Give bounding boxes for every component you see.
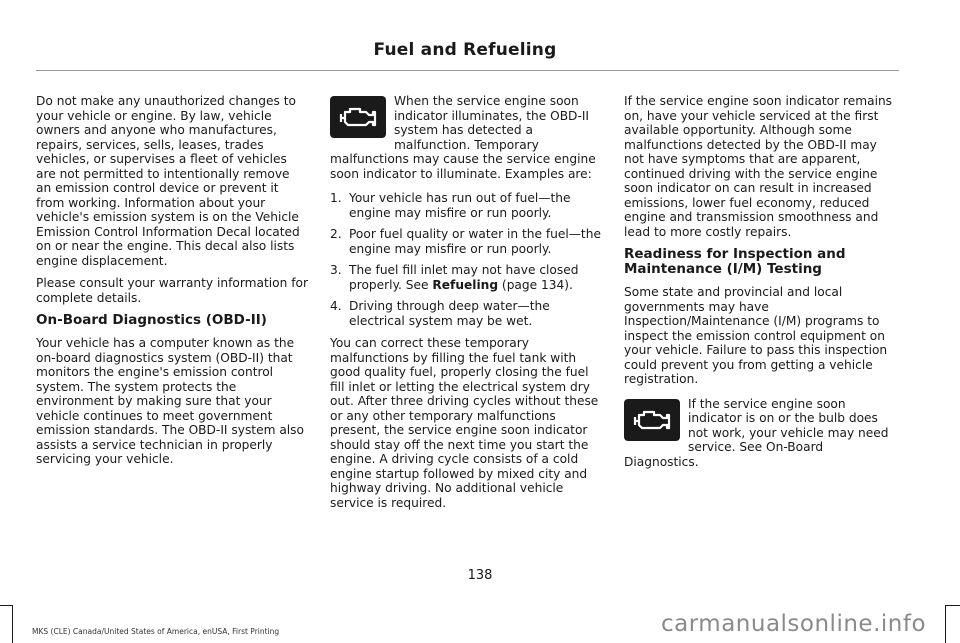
indicator-text: When the service engine soon indicator illuminates, the OBD-II system has detected a malfunction. Temporary malfunctions may cause the service engine soon indicator to illuminate. Examples are: bbox=[330, 94, 596, 181]
heading-obd: On-Board Diagnostics (OBD-II) bbox=[36, 312, 267, 328]
column-1 bbox=[36, 94, 308, 475]
crop-mark bbox=[945, 605, 960, 606]
crop-mark bbox=[12, 605, 13, 643]
engine-icon bbox=[624, 399, 680, 441]
page-title: Fuel and Refueling bbox=[373, 40, 557, 60]
list-item: 3. The fuel fill inlet may not have closed properly. See Refueling (page 134). bbox=[330, 263, 579, 292]
examples-list bbox=[330, 191, 602, 328]
refueling-link[interactable]: Refueling bbox=[432, 277, 499, 292]
engine-icon bbox=[330, 96, 386, 138]
list-item: 4. Driving through deep water—the electrical system may be wet. bbox=[330, 299, 550, 328]
paragraph-im-programs: Some state and provincial and local governments may have Inspection/Maintenance (I/M) programs to inspect the emission control equipment on your vehicle. Failure to pass this inspection could prevent you from getting a vehicle registration. bbox=[624, 285, 888, 386]
heading-readiness: Readiness for Inspection and Maintenance (I/M) Testing bbox=[624, 246, 846, 277]
indicator-text: If the service engine soon indicator is on or the bulb does not work, your vehicle may need service. See On-Board Diagnostics. bbox=[624, 396, 889, 469]
paragraph-temporary-malfunctions: You can correct these temporary malfunctions by filling the fuel tank with good quality fuel, properly closing the fuel fill inlet or letting the electrical system dry out. After three driving cycles without these or any other temporary malfunctions present, the service engine soon indicator should stay off the next time you start the engine. A driving cycle consists of a cold engine startup followed by mixed city and highway driving. No additional vehicle service is required. bbox=[330, 336, 599, 510]
list-item: 1. Your vehicle has run out of fuel—the engine may misfire or run poorly. bbox=[330, 191, 571, 220]
page-number: 138 bbox=[467, 568, 493, 583]
crop-mark bbox=[945, 605, 946, 643]
header-rule bbox=[36, 70, 899, 71]
print-info: MKS (CLE) Canada/United States of America, enUSA, First Printing bbox=[32, 627, 280, 636]
watermark: carmanualsonline.info bbox=[661, 611, 927, 637]
list-item: 2. Poor fuel quality or water in the fuel—the engine may misfire or run poorly. bbox=[330, 227, 601, 256]
paragraph-indicator-remains-on: If the service engine soon indicator remains on, have your vehicle serviced at the first available opportunity. Although some malfunctions detected by the OBD-II may not have symptoms that are apparent, continued driving with the service engine soon indicator on can result in increased emissions, lower fuel economy, reduced engine and transmission smoothness and lead to more costly repairs. bbox=[624, 94, 893, 239]
crop-mark bbox=[0, 605, 12, 606]
column-2 bbox=[330, 94, 602, 518]
paragraph-warranty: Please consult your warranty information for complete details. bbox=[36, 276, 308, 305]
paragraph-obd: Your vehicle has a computer known as the on-board diagnostics system (OBD-II) that monitors the engine's emission control system. The system protects the environment by making sure that your vehicle continues to meet government emission standards. The OBD-II system also assists a service technician in properly servicing your vehicle. bbox=[36, 336, 304, 466]
column-3 bbox=[624, 94, 896, 469]
indicator-block bbox=[624, 397, 896, 470]
paragraph-unauthorized-changes: Do not make any unauthorized changes to your vehicle or engine. By law, vehicle owners and anyone who manufactures, repairs, services, sells, leases, trades vehicles, or supervises a fleet of vehicles are not permitted to intentionally remove an emission control device or prevent it from working. Information about your vehicle's emission system is on the Vehicle Emission Control Information Decal located on or near the engine. This decal also lists engine displacement. bbox=[36, 94, 300, 268]
indicator-block bbox=[330, 94, 602, 181]
